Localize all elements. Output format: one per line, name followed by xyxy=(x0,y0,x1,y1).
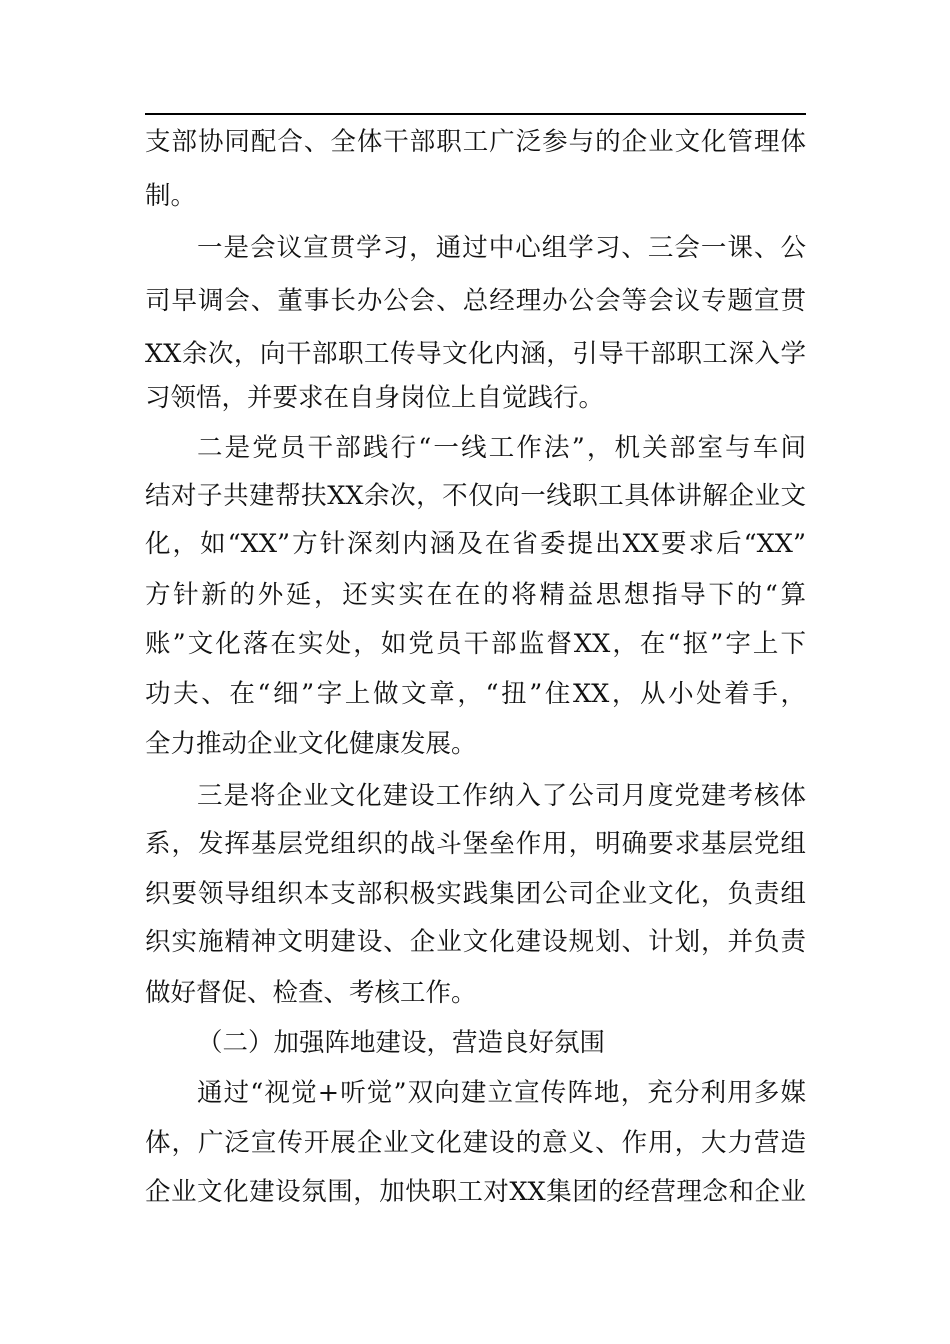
text-line: 织要领导组织本支部积极实践集团公司企业文化，负责组 xyxy=(145,879,806,909)
text-line: 企业文化建设氛围，加快职工对XX集团的经营理念和企业 xyxy=(145,1177,806,1207)
text-line: 化，如“XX”方针深刻内涵及在省委提出XX要求后“XX” xyxy=(145,529,806,559)
paragraph-first-line: 通过“视觉+听觉”双向建立宣传阵地，充分利用多媒 xyxy=(197,1078,806,1108)
header-rule xyxy=(145,113,806,115)
section-heading: （二）加强阵地建设，营造良好氛围 xyxy=(197,1028,606,1058)
text-line: 体，广泛宣传开展企业文化建设的意义、作用，大力营造 xyxy=(145,1128,806,1158)
text-line: 方针新的外延，还实实在在的将精益思想指导下的“算 xyxy=(145,580,806,610)
text-line: 系，发挥基层党组织的战斗堡垒作用，明确要求基层党组 xyxy=(145,829,806,859)
text-line: 织实施精神文明建设、企业文化建设规划、计划，并负责 xyxy=(145,927,806,957)
paragraph-first-line: 一是会议宣贯学习，通过中心组学习、三会一课、公 xyxy=(197,233,806,263)
paragraph-first-line: 三是将企业文化建设工作纳入了公司月度党建考核体 xyxy=(197,781,806,811)
text-line: XX余次，向干部职工传导文化内涵，引导干部职工深入学 xyxy=(145,339,806,369)
paragraph-first-line: 二是党员干部践行“一线工作法”，机关部室与车间 xyxy=(197,433,806,463)
text-line: 制。 xyxy=(145,181,197,211)
text-line: 结对子共建帮扶XX余次，不仅向一线职工具体讲解企业文 xyxy=(145,481,806,511)
text-line: 全力推动企业文化健康发展。 xyxy=(145,729,477,759)
text-line: 功夫、在“细”字上做文章，“扭”住XX，从小处着手， xyxy=(145,679,806,709)
text-line: 习领悟，并要求在自身岗位上自觉践行。 xyxy=(145,383,605,413)
text-line: 账”文化落在实处，如党员干部监督XX，在“抠”字上下 xyxy=(145,629,806,659)
text-line: 司早调会、董事长办公会、总经理办公会等会议专题宣贯 xyxy=(145,286,806,316)
text-line: 做好督促、检查、考核工作。 xyxy=(145,978,477,1008)
text-line: 支部协同配合、全体干部职工广泛参与的企业文化管理体 xyxy=(145,127,806,157)
